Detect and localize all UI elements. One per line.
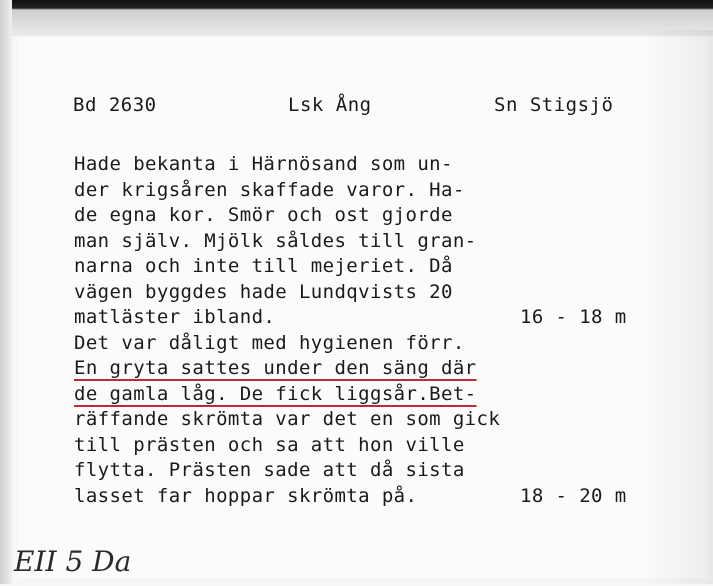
text-line: man själv. Mjölk såldes till gran- <box>74 229 477 252</box>
text-line: lasset far hoppar skrömta på. 18 - 20 m <box>74 484 654 510</box>
record-number: Bd 2630 <box>73 94 157 116</box>
text-line: vägen byggdes hade Lundqvists 20 <box>74 280 453 303</box>
speaker-age-range: 16 - 18 m <box>520 306 627 328</box>
scan-left-edge <box>0 0 12 584</box>
text-line: flytta. Prästen sade att då sista <box>74 459 465 481</box>
text-line: de egna kor. Smör och ost gjorde <box>74 204 453 226</box>
text-line: till prästen och sa att hon ville <box>74 433 465 456</box>
scan-top-edge <box>0 0 713 36</box>
text-line: räffande skrömta var det en som gick <box>74 408 501 430</box>
text-line: Hade bekanta i Härnösand som un- <box>74 153 453 175</box>
card-header <box>70 94 650 124</box>
underlined-text-line: En gryta sattes under den säng där <box>74 357 477 379</box>
underlined-text-line: de gamla låg. De fick liggsår.Bet- <box>74 382 477 405</box>
province-label: Lsk Ång <box>288 94 372 116</box>
text-line: matläster ibland. 16 - 18 m <box>74 305 654 331</box>
card-body <box>74 152 654 509</box>
parish-label: Sn Stigsjö <box>494 94 614 116</box>
speaker-age-range: 18 - 20 m <box>520 484 627 507</box>
text-line: Det var dåligt med hygienen förr. <box>74 331 465 354</box>
handwritten-archive-code: EII 5 Da <box>14 545 132 578</box>
text-line: der krigsåren skaffade varor. Ha- <box>74 178 465 201</box>
text-line: narna och inte till mejeriet. Då <box>74 255 453 277</box>
